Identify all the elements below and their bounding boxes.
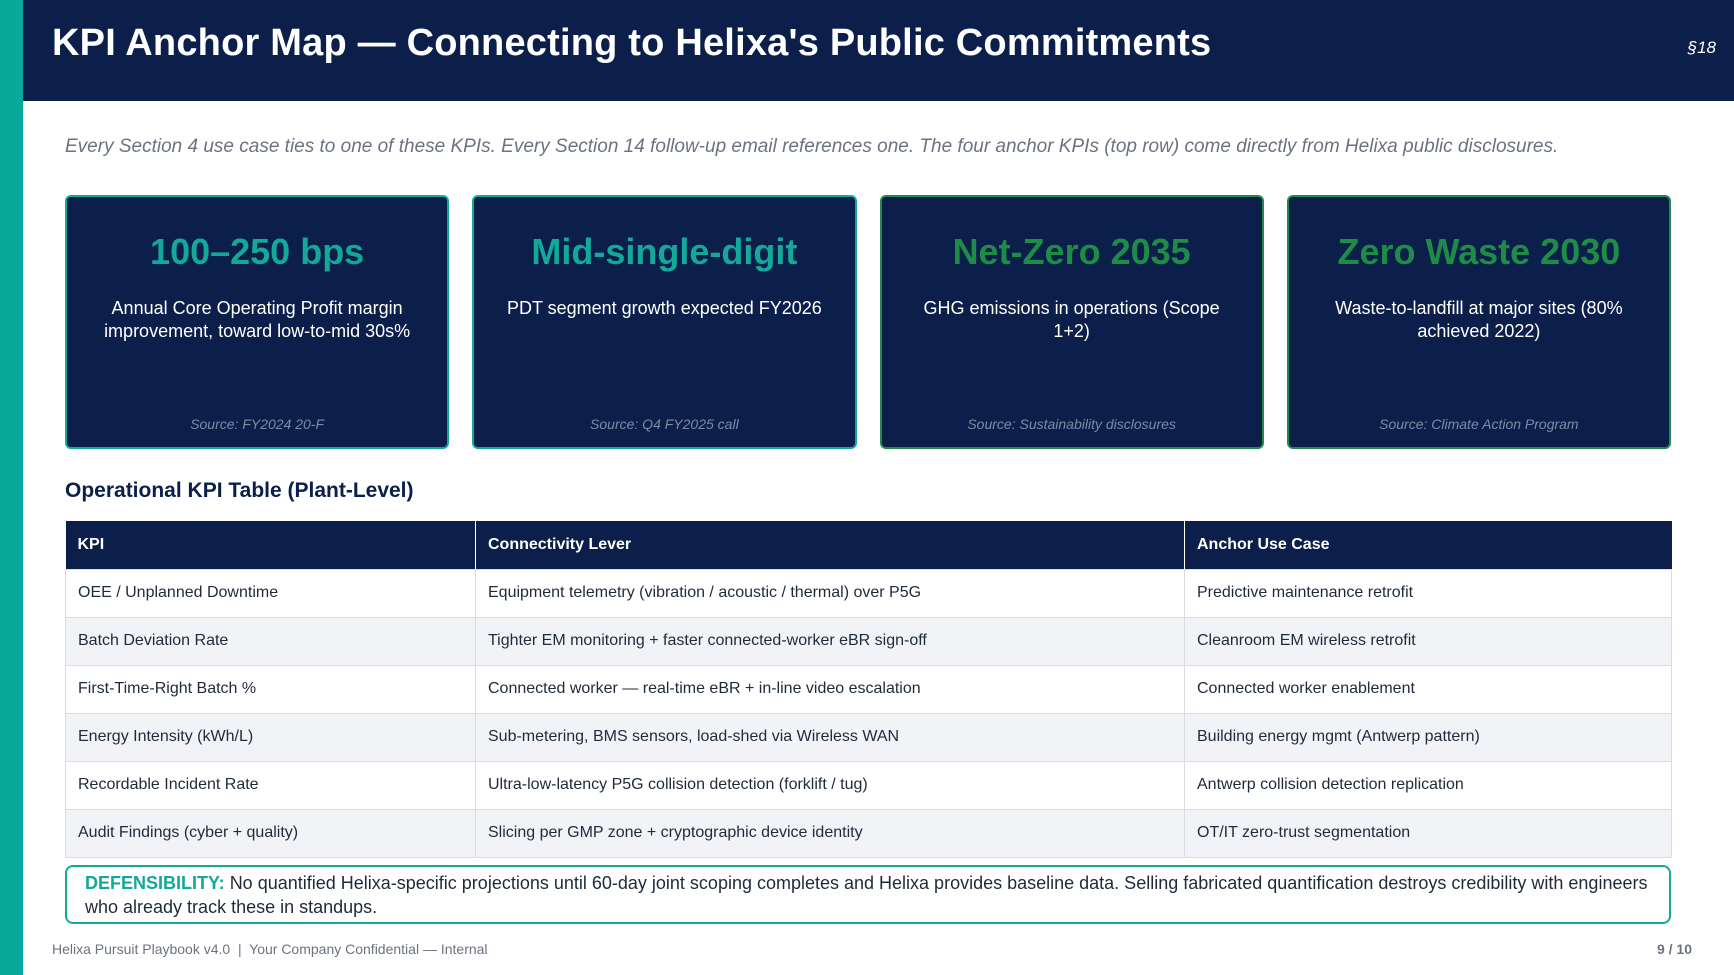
table-cell-lever: Tighter EM monitoring + faster connected-worker eBR sign-off	[476, 617, 1185, 665]
card-description: Annual Core Operating Profit margin improvement, toward low-to-mid 30s%	[104, 298, 411, 341]
intro-text: Every Section 4 use case ties to one of these KPIs. Every Section 14 follow-up email references one. The four anchor KPIs (top row) come directly from Helixa public disclosures.	[65, 136, 1559, 157]
table-cell-use-case: Predictive maintenance retrofit	[1185, 569, 1672, 617]
card-headline: Zero Waste 2030	[1337, 231, 1621, 272]
callout-label: DEFENSIBILITY:	[85, 873, 225, 893]
page-number: 9 / 10	[1656, 941, 1692, 957]
table-cell-lever: Connected worker — real-time eBR + in-line video escalation	[476, 665, 1185, 713]
anchor-kpi-cards	[65, 195, 1671, 449]
table-row	[66, 569, 1672, 617]
column-header-kpi: KPI	[66, 521, 476, 569]
table-cell-use-case: Connected worker enablement	[1185, 665, 1672, 713]
table-row	[66, 665, 1672, 713]
card-source: Source: FY2024 20-F	[190, 416, 325, 432]
table-cell-lever: Ultra-low-latency P5G collision detection (forklift / tug)	[476, 761, 1185, 809]
table-cell-lever: Slicing per GMP zone + cryptographic device identity	[476, 809, 1185, 857]
table-cell-kpi: Audit Findings (cyber + quality)	[66, 809, 476, 857]
column-header-use-case: Anchor Use Case	[1185, 521, 1672, 569]
slide-title: KPI Anchor Map — Connecting to Helixa's Public Commitments	[52, 22, 1212, 64]
table-header-row	[66, 521, 1672, 569]
card-description: Waste-to-landfill at major sites (80% achieved 2022)	[1335, 298, 1623, 341]
section-marker: §18	[1687, 38, 1716, 57]
anchor-card-zero-waste	[1287, 195, 1671, 449]
card-headline: 100–250 bps	[150, 231, 365, 272]
footer-text: Helixa Pursuit Playbook v4.0 | Your Company Confidential — Internal	[52, 941, 488, 957]
table-cell-kpi: Batch Deviation Rate	[66, 617, 476, 665]
callout-text: No quantified Helixa-specific projections until 60-day joint scoping completes and Helixa provides baseline data. Selling fabricated quantification destroys credibility with engineers who already track these in standups.	[85, 873, 1648, 917]
defensibility-callout	[65, 865, 1671, 924]
table-cell-lever: Sub-metering, BMS sensors, load-shed via Wireless WAN	[476, 713, 1185, 761]
table-cell-lever: Equipment telemetry (vibration / acoustic / thermal) over P5G	[476, 569, 1185, 617]
table-row	[66, 713, 1672, 761]
anchor-card-growth	[472, 195, 856, 449]
table-cell-kpi: Energy Intensity (kWh/L)	[66, 713, 476, 761]
table-row	[66, 809, 1672, 857]
card-headline: Net-Zero 2035	[952, 231, 1191, 272]
card-description: PDT segment growth expected FY2026	[506, 298, 822, 318]
kpi-table-title: Operational KPI Table (Plant-Level)	[65, 479, 414, 502]
card-source: Source: Q4 FY2025 call	[590, 416, 739, 432]
column-header-lever: Connectivity Lever	[476, 521, 1185, 569]
table-cell-use-case: OT/IT zero-trust segmentation	[1185, 809, 1672, 857]
table-row	[66, 761, 1672, 809]
card-source: Source: Climate Action Program	[1379, 416, 1579, 432]
left-accent-bar	[0, 0, 23, 975]
anchor-card-margin	[65, 195, 449, 449]
card-source: Source: Sustainability disclosures	[967, 416, 1176, 432]
table-row	[66, 617, 1672, 665]
table-cell-use-case: Cleanroom EM wireless retrofit	[1185, 617, 1672, 665]
table-cell-kpi: Recordable Incident Rate	[66, 761, 476, 809]
anchor-card-net-zero	[880, 195, 1264, 449]
card-headline: Mid-single-digit	[531, 231, 798, 272]
kpi-table	[65, 521, 1672, 858]
table-cell-use-case: Antwerp collision detection replication	[1185, 761, 1672, 809]
table-cell-kpi: OEE / Unplanned Downtime	[66, 569, 476, 617]
slide-header	[23, 0, 1734, 101]
table-cell-kpi: First-Time-Right Batch %	[66, 665, 476, 713]
table-cell-use-case: Building energy mgmt (Antwerp pattern)	[1185, 713, 1672, 761]
card-description: GHG emissions in operations (Scope 1+2)	[923, 298, 1220, 341]
